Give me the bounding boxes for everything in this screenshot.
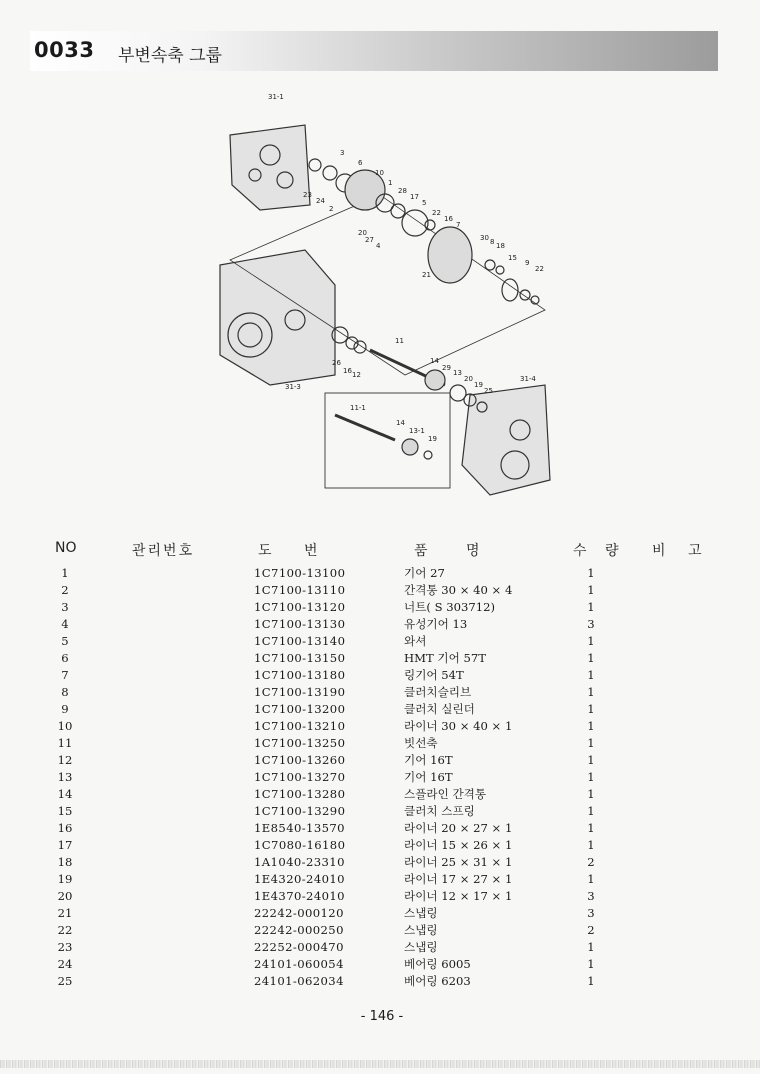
table-row [0,973,760,990]
row-drawing-no: 22242-000250 [254,923,344,937]
row-no: 8 [61,685,69,699]
row-quantity: 2 [587,923,595,937]
table-row [0,786,760,803]
row-quantity: 1 [587,600,595,614]
table-row [0,565,760,582]
row-quantity: 1 [587,634,595,648]
svg-text:20: 20 [358,229,367,237]
row-quantity: 3 [587,889,595,903]
row-drawing-no: 1C7100-13190 [254,685,346,699]
row-part-name: 클러치 스프링 [404,804,475,818]
table-row [0,701,760,718]
row-no: 3 [61,600,69,614]
row-part-name: 빗선축 [404,736,438,750]
row-drawing-no: 1C7100-13210 [254,719,346,733]
row-part-name: 클러치 실린더 [404,702,475,716]
svg-text:16: 16 [343,367,352,375]
row-quantity: 1 [587,668,595,682]
row-part-name: 베어링 6203 [404,974,471,988]
row-no: 9 [61,702,69,716]
row-no: 17 [57,838,73,852]
row-drawing-no: 1C7100-13250 [254,736,346,750]
table-row [0,684,760,701]
table-row [0,956,760,973]
svg-text:29: 29 [442,364,451,372]
svg-text:14: 14 [396,419,405,427]
row-quantity: 1 [587,872,595,886]
row-no: 14 [57,787,73,801]
row-quantity: 1 [587,804,595,818]
page-number: - 146 - [360,1009,404,1024]
svg-text:11: 11 [395,337,404,345]
row-no: 19 [57,872,73,886]
row-part-name: 라이너 15 × 26 × 1 [404,838,513,852]
svg-text:22: 22 [432,209,441,217]
row-quantity: 1 [587,821,595,835]
svg-text:24: 24 [316,197,325,205]
row-drawing-no: 1C7100-13270 [254,770,346,784]
row-drawing-no: 1A1040-23310 [254,855,345,869]
table-row [0,735,760,752]
svg-text:3: 3 [340,149,345,157]
svg-text:13: 13 [453,369,462,377]
row-quantity: 1 [587,787,595,801]
group-code: 0033 [34,38,95,62]
row-part-name: 와셔 [404,634,427,648]
row-drawing-no: 1E4370-24010 [254,889,345,903]
row-quantity: 3 [587,906,595,920]
svg-text:9: 9 [525,259,530,267]
col-header-no: NO [55,540,77,556]
svg-text:4: 4 [376,242,381,250]
row-drawing-no: 1E8540-13570 [254,821,345,835]
row-quantity: 1 [587,753,595,767]
row-drawing-no: 1C7100-13150 [254,651,346,665]
svg-text:5: 5 [422,199,427,207]
col-header-mgmt-no: 관리번호 [132,543,195,559]
svg-text:18: 18 [496,242,505,250]
svg-text:22: 22 [535,265,544,273]
svg-text:31-1: 31-1 [268,93,284,101]
svg-text:21: 21 [422,271,431,279]
table-row [0,854,760,871]
row-part-name: 라이너 12 × 17 × 1 [404,889,513,903]
svg-text:15: 15 [508,254,517,262]
row-part-name: 베어링 6005 [404,957,471,971]
row-part-name: 간격통 30 × 40 × 4 [404,583,513,597]
exploded-parts-diagram [200,85,560,525]
row-drawing-no: 1C7100-13130 [254,617,346,631]
svg-text:13-1: 13-1 [409,427,425,435]
group-title: 부변속축 그룹 [118,46,222,66]
row-part-name: 스냅링 [404,940,438,954]
row-no: 18 [57,855,73,869]
row-part-name: 라이너 17 × 27 × 1 [404,872,513,886]
row-no: 25 [57,974,73,988]
row-drawing-no: 1C7080-16180 [254,838,346,852]
cover-housing-top [230,125,310,210]
row-no: 24 [57,957,73,971]
row-no: 4 [61,617,69,631]
svg-text:17: 17 [410,193,419,201]
svg-text:10: 10 [375,169,384,177]
row-quantity: 1 [587,583,595,597]
table-row [0,650,760,667]
row-quantity: 1 [587,940,595,954]
table-row [0,616,760,633]
row-drawing-no: 1C7100-13280 [254,787,346,801]
row-no: 23 [57,940,73,954]
row-part-name: 기어 16T [404,753,453,767]
svg-text:14: 14 [430,357,439,365]
table-row [0,820,760,837]
svg-text:6: 6 [358,159,363,167]
row-no: 2 [61,583,69,597]
svg-text:31-3: 31-3 [285,383,301,391]
row-part-name: 스냅링 [404,923,438,937]
table-row [0,922,760,939]
svg-text:1: 1 [388,179,393,187]
row-drawing-no: 24101-060054 [254,957,344,971]
row-drawing-no: 24101-062034 [254,974,344,988]
row-quantity: 3 [587,617,595,631]
row-quantity: 1 [587,736,595,750]
col-header-part-name: 품 명 [414,543,480,559]
svg-text:11-1: 11-1 [350,404,366,412]
row-drawing-no: 22252-000470 [254,940,344,954]
row-no: 11 [57,736,73,750]
row-part-name: HMT 기어 57T [404,651,486,665]
row-no: 5 [61,634,69,648]
row-drawing-no: 1E4320-24010 [254,872,345,886]
table-row [0,803,760,820]
svg-text:28: 28 [398,187,407,195]
svg-text:16: 16 [444,215,453,223]
svg-text:23: 23 [303,191,312,199]
table-row [0,888,760,905]
row-quantity: 1 [587,838,595,852]
svg-text:27: 27 [365,236,374,244]
row-part-name: 기어 16T [404,770,453,784]
row-no: 12 [57,753,73,767]
row-drawing-no: 1C7100-13200 [254,702,346,716]
row-no: 21 [57,906,73,920]
svg-text:19: 19 [474,381,483,389]
clutch-spring [502,279,518,301]
row-quantity: 1 [587,651,595,665]
table-row [0,633,760,650]
row-no: 20 [57,889,73,903]
row-quantity: 1 [587,685,595,699]
svg-text:19: 19 [428,435,437,443]
row-part-name: 라이너 25 × 31 × 1 [404,855,513,869]
svg-text:30: 30 [480,234,489,242]
row-quantity: 2 [587,855,595,869]
table-row [0,871,760,888]
table-row [0,939,760,956]
row-part-name: 라이너 20 × 27 × 1 [404,821,513,835]
svg-text:25: 25 [484,387,493,395]
svg-text:12: 12 [352,371,361,379]
col-header-remarks: 비 고 [652,543,702,559]
row-part-name: 스냅링 [404,906,438,920]
row-part-name: 너트( S 303712) [404,600,496,614]
row-quantity: 1 [587,974,595,988]
ring-gear-54t [428,227,472,283]
row-drawing-no: 1C7100-13120 [254,600,346,614]
table-row [0,667,760,684]
svg-text:26: 26 [332,359,341,367]
table-row [0,769,760,786]
svg-text:2: 2 [329,205,334,213]
table-row [0,582,760,599]
svg-text:7: 7 [456,221,461,229]
row-drawing-no: 22242-000120 [254,906,344,920]
table-row [0,837,760,854]
row-drawing-no: 1C7100-13180 [254,668,346,682]
table-row [0,905,760,922]
svg-text:20: 20 [464,375,473,383]
table-row [0,752,760,769]
col-header-quantity: 수 량 [573,543,619,559]
row-part-name: 클러치슬리브 [404,685,472,699]
row-quantity: 1 [587,702,595,716]
row-quantity: 1 [587,770,595,784]
col-header-drawing-no: 도 번 [258,543,318,559]
row-drawing-no: 1C7100-13100 [254,566,346,580]
row-no: 6 [61,651,69,665]
row-part-name: 스플라인 간격통 [404,787,487,801]
row-part-name: 링기어 54T [404,668,464,682]
row-quantity: 1 [587,566,595,580]
row-no: 1 [61,566,69,580]
table-row [0,599,760,616]
row-no: 16 [57,821,73,835]
row-quantity: 1 [587,957,595,971]
row-no: 13 [57,770,73,784]
row-quantity: 1 [587,719,595,733]
parts-table [0,565,760,990]
svg-text:31-4: 31-4 [520,375,536,383]
table-row [0,718,760,735]
row-no: 15 [57,804,73,818]
svg-text:8: 8 [490,238,495,246]
row-drawing-no: 1C7100-13260 [254,753,346,767]
row-part-name: 유성기어 13 [404,617,468,631]
row-drawing-no: 1C7100-13110 [254,583,346,597]
inset-shaft [335,415,395,440]
row-part-name: 기어 27 [404,566,445,580]
row-no: 10 [57,719,73,733]
row-no: 7 [61,668,69,682]
scan-edge [0,1060,760,1068]
row-drawing-no: 1C7100-13290 [254,804,346,818]
row-no: 22 [57,923,73,937]
row-part-name: 라이너 30 × 40 × 1 [404,719,513,733]
row-drawing-no: 1C7100-13140 [254,634,346,648]
